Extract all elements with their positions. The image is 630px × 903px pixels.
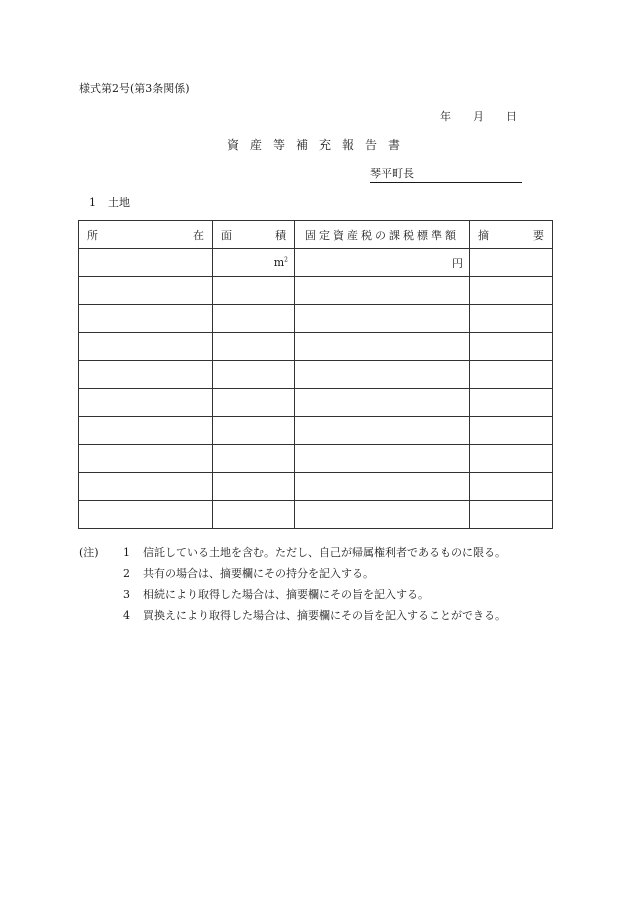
location-cell[interactable] [79, 333, 213, 361]
table-row [79, 389, 553, 417]
note-text: 買換えにより取得した場合は、摘要欄にその旨を記入することができる。 [143, 609, 506, 622]
note-text: 相続により取得した場合は、摘要欄にその旨を記入する。 [143, 588, 429, 601]
notes-prefix: (注) [79, 546, 99, 559]
area-cell[interactable] [213, 333, 295, 361]
value-cell[interactable] [295, 277, 470, 305]
area-unit-cell[interactable] [213, 249, 295, 277]
value-unit-cell[interactable] [295, 249, 470, 277]
remarks-cell[interactable] [470, 445, 553, 473]
header-remarks-left: 摘 [478, 228, 489, 242]
remarks-cell[interactable] [470, 305, 553, 333]
form-number: 様式第2号(第3条関係) [79, 82, 190, 95]
section-title: 土地 [108, 196, 130, 209]
land-table [78, 220, 553, 529]
addressee: 琴平町長 [370, 165, 522, 183]
remarks-cell[interactable] [470, 417, 553, 445]
header-area-right: 積 [275, 228, 286, 242]
area-cell[interactable] [213, 473, 295, 501]
header-area [213, 221, 295, 249]
document-title: 資産等補充報告書 [226, 138, 411, 152]
remarks-cell[interactable] [470, 501, 553, 529]
value-cell[interactable] [295, 473, 470, 501]
value-cell[interactable] [295, 417, 470, 445]
note-number: 2 [123, 567, 130, 580]
value-cell[interactable] [295, 305, 470, 333]
area-cell[interactable] [213, 305, 295, 333]
value-cell[interactable] [295, 501, 470, 529]
value-cell[interactable] [295, 361, 470, 389]
header-location-right: 在 [193, 228, 204, 242]
table-row [79, 473, 553, 501]
value-cell[interactable] [295, 389, 470, 417]
location-cell[interactable] [79, 305, 213, 333]
area-cell[interactable] [213, 277, 295, 305]
header-location [79, 221, 213, 249]
table-row [79, 305, 553, 333]
note-item [79, 542, 506, 563]
location-cell[interactable] [79, 473, 213, 501]
location-cell[interactable] [79, 249, 213, 277]
header-tax-base-value-label: 固定資産税の課税標準額 [305, 228, 459, 242]
value-cell[interactable] [295, 445, 470, 473]
table-row [79, 361, 553, 389]
area-cell[interactable] [213, 389, 295, 417]
table-row [79, 333, 553, 361]
value-cell[interactable] [295, 333, 470, 361]
table-row [79, 417, 553, 445]
remarks-cell[interactable] [470, 333, 553, 361]
remarks-cell[interactable] [470, 277, 553, 305]
note-number: 4 [123, 609, 130, 622]
note-item [79, 605, 506, 626]
note-number: 1 [123, 546, 130, 559]
header-tax-base-value [295, 221, 470, 249]
location-cell[interactable] [79, 277, 213, 305]
location-cell[interactable] [79, 501, 213, 529]
table-row [79, 277, 553, 305]
remarks-cell[interactable] [470, 361, 553, 389]
header-location-left: 所 [87, 228, 98, 242]
section-number: 1 [89, 196, 96, 209]
remarks-cell[interactable] [470, 389, 553, 417]
note-item [79, 563, 506, 584]
note-item [79, 584, 506, 605]
area-cell[interactable] [213, 445, 295, 473]
date-day-label: 日 [506, 110, 517, 123]
note-text: 信託している土地を含む。ただし、自己が帰属権利者であるものに限る。 [143, 546, 506, 559]
location-cell[interactable] [79, 389, 213, 417]
remarks-cell[interactable] [470, 249, 553, 277]
area-cell[interactable] [213, 361, 295, 389]
table-row [79, 501, 553, 529]
date-month-label: 月 [473, 110, 484, 123]
value-unit: 円 [452, 256, 463, 270]
section-heading [89, 194, 130, 210]
header-remarks-right: 要 [533, 228, 544, 242]
location-cell[interactable] [79, 445, 213, 473]
location-cell[interactable] [79, 417, 213, 445]
note-number: 3 [123, 588, 130, 601]
location-cell[interactable] [79, 361, 213, 389]
area-unit: m [273, 256, 285, 269]
table-header-row [79, 221, 553, 249]
note-text: 共有の場合は、摘要欄にその持分を記入する。 [143, 567, 374, 580]
table-row [79, 445, 553, 473]
area-cell[interactable] [213, 501, 295, 529]
notes [79, 542, 506, 626]
remarks-cell[interactable] [470, 473, 553, 501]
area-cell[interactable] [213, 417, 295, 445]
area-unit-superscript: 2 [284, 256, 288, 264]
date-line [440, 108, 517, 124]
date-year-label: 年 [440, 110, 451, 123]
header-remarks [470, 221, 553, 249]
table-unit-row [79, 249, 553, 277]
header-area-left: 面 [221, 228, 232, 242]
